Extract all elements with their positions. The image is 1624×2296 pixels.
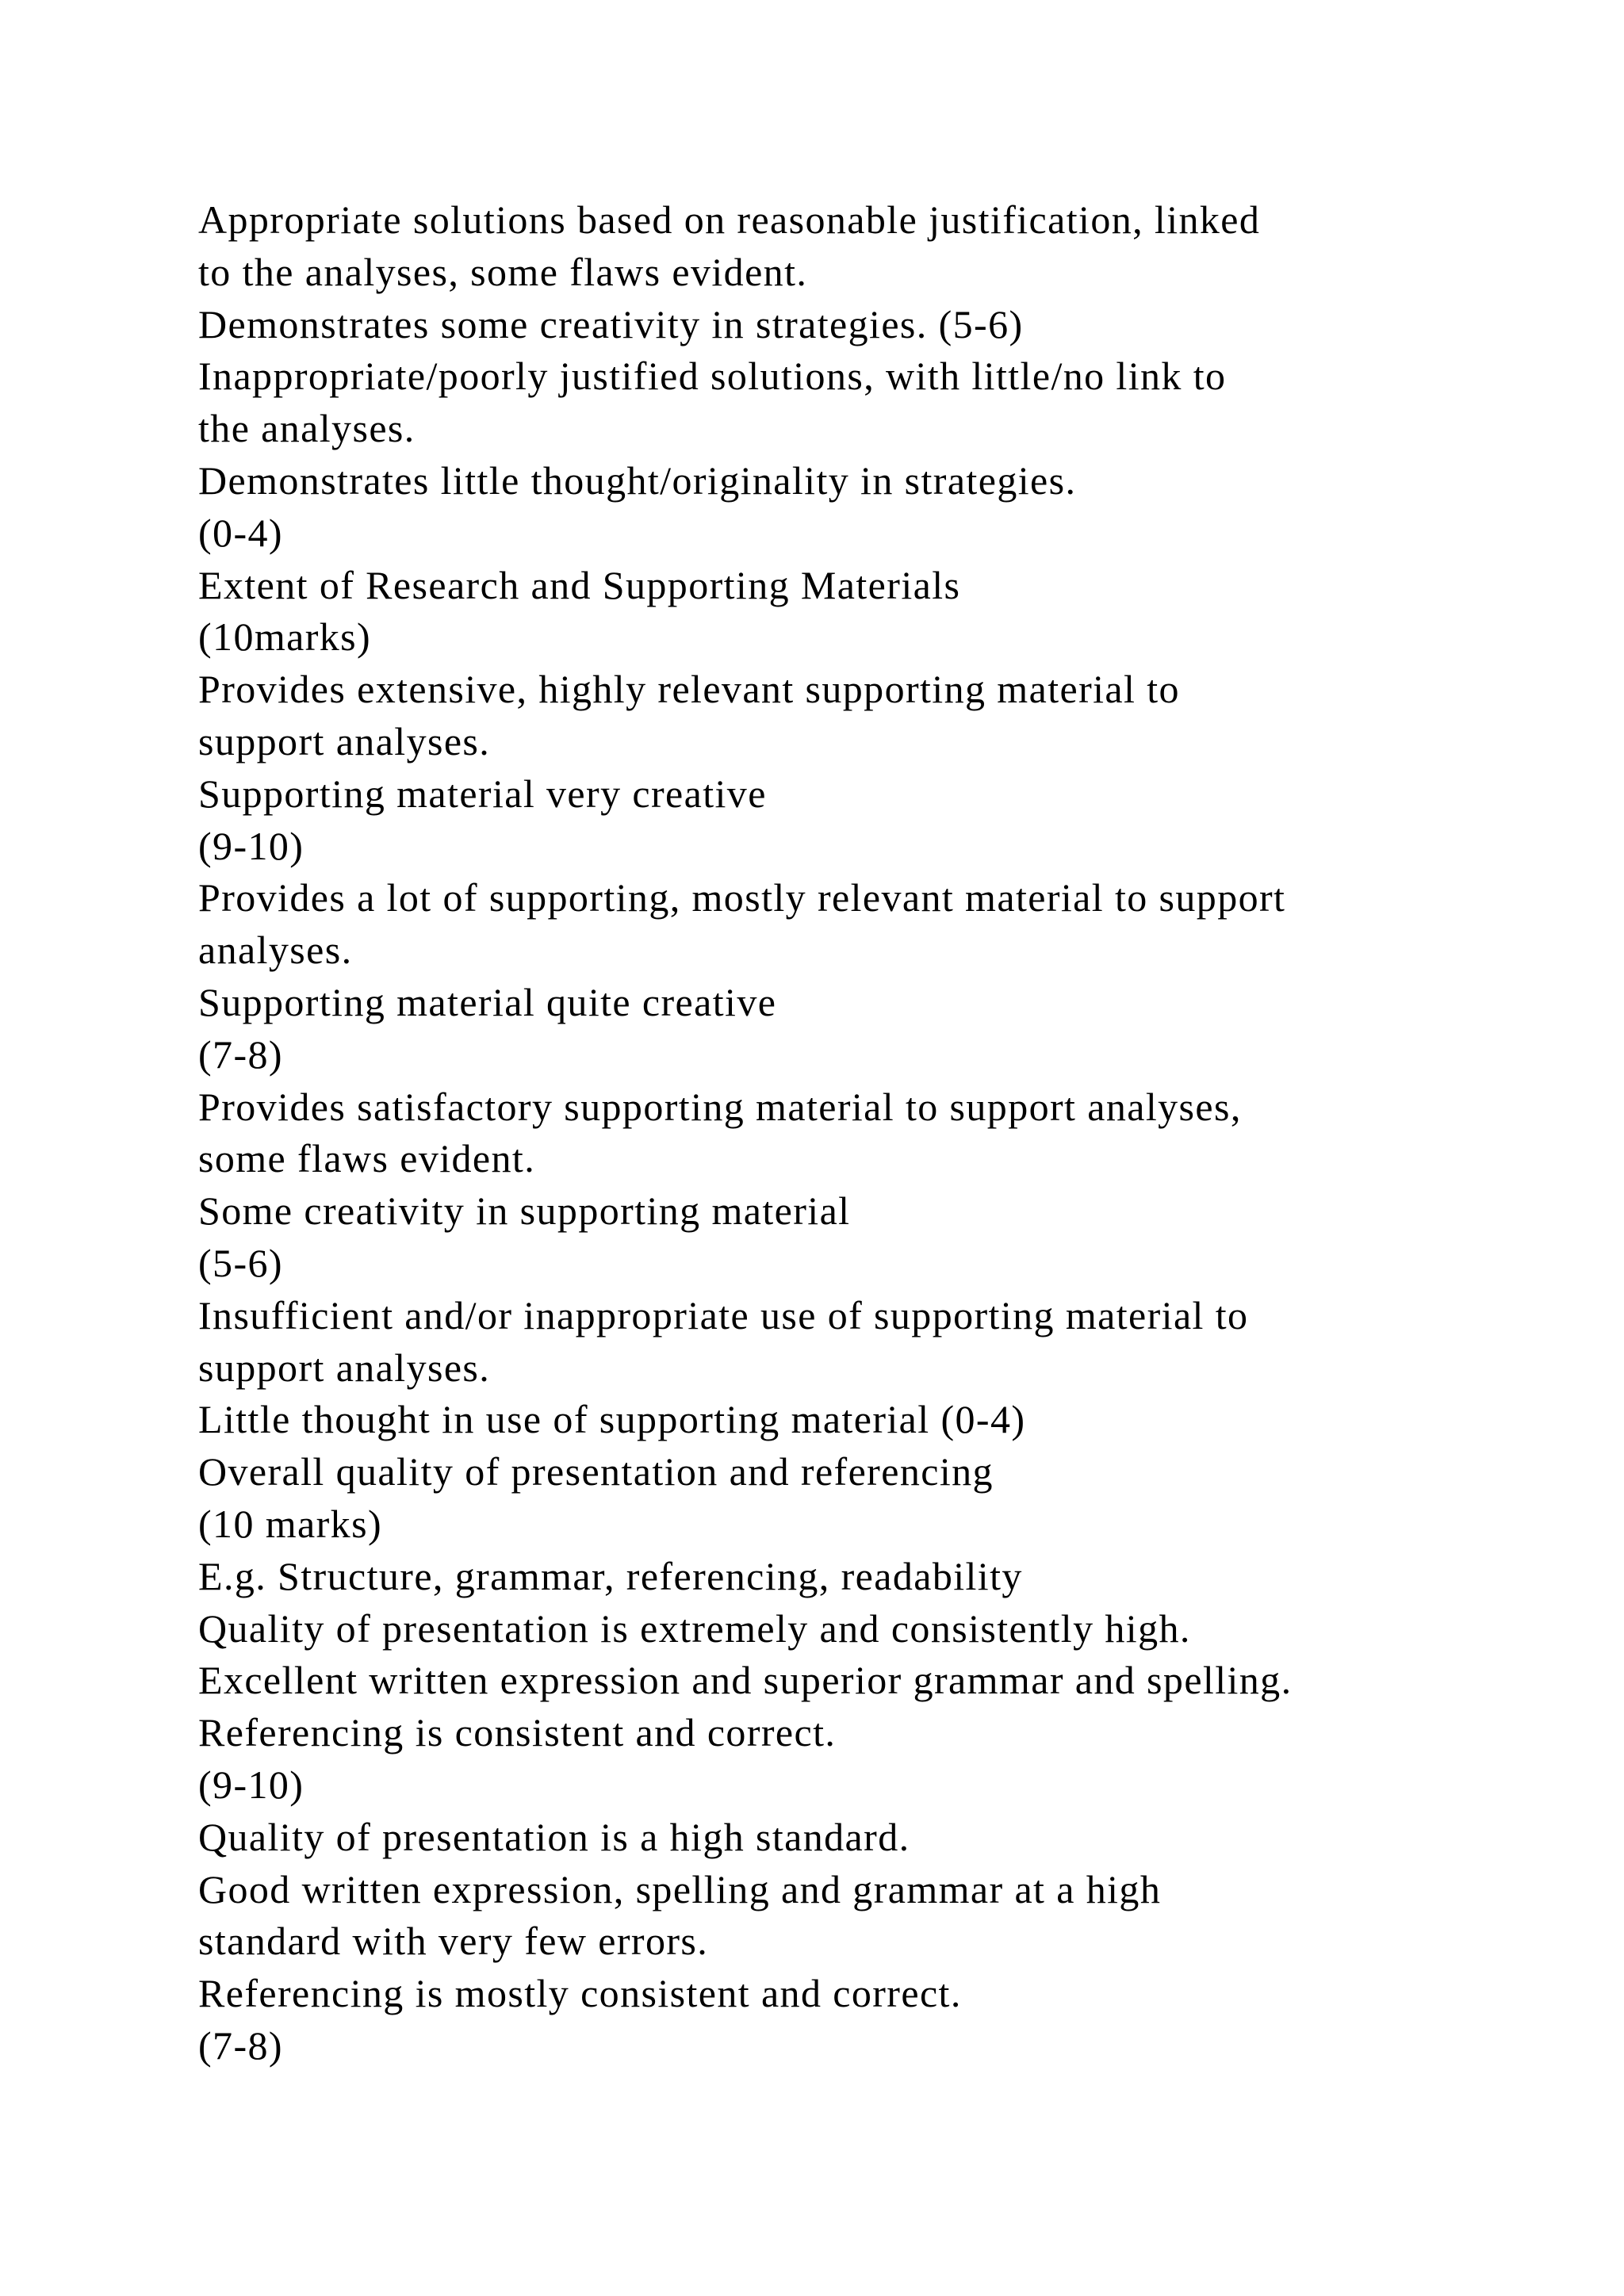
text-line: Referencing is mostly consistent and correct. bbox=[198, 1971, 962, 2016]
text-line: Provides satisfactory supporting material to support analyses, bbox=[198, 1084, 1242, 1129]
text-line: Little thought in use of supporting material (0-4) bbox=[198, 1397, 1026, 1442]
section-heading: Extent of Research and Supporting Materials bbox=[198, 562, 961, 607]
text-line: support analyses. bbox=[198, 1345, 491, 1390]
text-line: to the analyses, some flaws evident. bbox=[198, 249, 808, 294]
text-line: Referencing is consistent and correct. bbox=[198, 1710, 837, 1755]
text-line: Inappropriate/poorly justified solutions, with little/no link to bbox=[198, 354, 1227, 399]
text-line: the analyses. bbox=[198, 406, 416, 451]
score-range: (7-8) bbox=[198, 1031, 283, 1077]
text-line: analyses. bbox=[198, 928, 353, 973]
text-line: Good written expression, spelling and grammar at a high bbox=[198, 1866, 1162, 1911]
text-line: Supporting material quite creative bbox=[198, 979, 777, 1024]
text-line: Insufficient and/or inappropriate use of supporting material to bbox=[198, 1292, 1249, 1337]
section-heading: Overall quality of presentation and referencing bbox=[198, 1449, 994, 1494]
text-line: Some creativity in supporting material bbox=[198, 1188, 851, 1234]
text-line: Supporting material very creative bbox=[198, 771, 767, 816]
text-line: standard with very few errors. bbox=[198, 1919, 709, 1964]
text-line: some flaws evident. bbox=[198, 1136, 536, 1181]
text-line: Excellent written expression and superior grammar and spelling. bbox=[198, 1658, 1293, 1703]
text-line: Demonstrates little thought/originality in strategies. bbox=[198, 457, 1077, 503]
text-line: Demonstrates some creativity in strategies. (5-6) bbox=[198, 301, 1024, 346]
score-range: (9-10) bbox=[198, 823, 304, 868]
text-line: Quality of presentation is extremely and consistently high. bbox=[198, 1605, 1191, 1651]
text-line: Provides extensive, highly relevant supporting material to bbox=[198, 667, 1180, 712]
text-line: Quality of presentation is a high standard. bbox=[198, 1814, 910, 1859]
marks-label: (10 marks) bbox=[198, 1501, 382, 1546]
text-line: support analyses. bbox=[198, 718, 491, 763]
text-line: E.g. Structure, grammar, referencing, readability bbox=[198, 1553, 1023, 1598]
document-text bbox=[198, 194, 1499, 2072]
score-range: (7-8) bbox=[198, 2022, 283, 2068]
score-range: (9-10) bbox=[198, 1762, 304, 1807]
marks-label: (10marks) bbox=[198, 614, 372, 660]
text-line: Provides a lot of supporting, mostly relevant material to support bbox=[198, 875, 1286, 920]
text-line: (0-4) bbox=[198, 510, 283, 555]
score-range: (5-6) bbox=[198, 1240, 283, 1285]
text-line: Appropriate solutions based on reasonable justification, linked bbox=[198, 197, 1261, 242]
